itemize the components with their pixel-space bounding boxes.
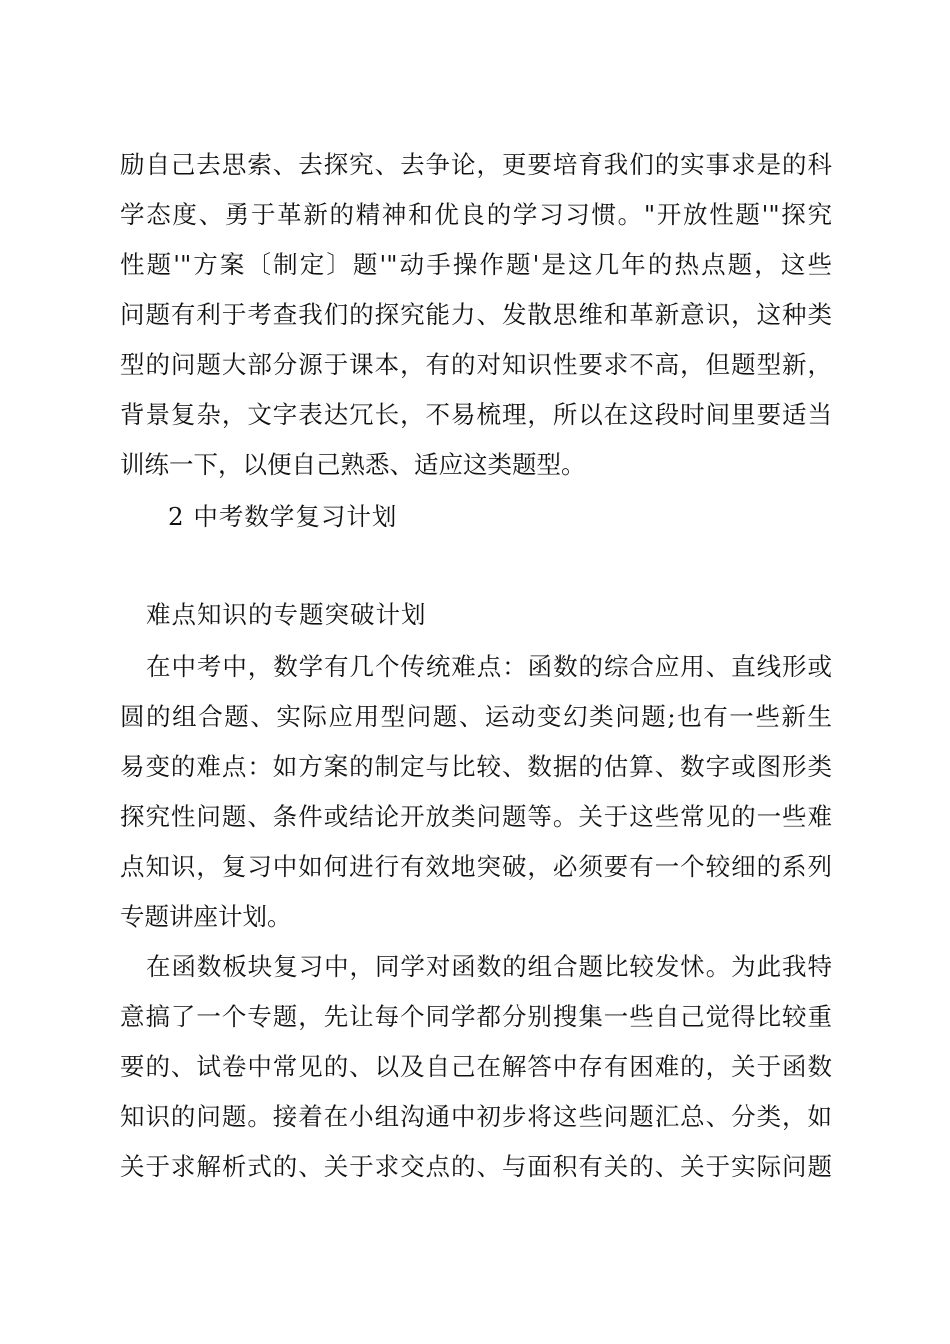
subheading: 难点知识的专题突破计划	[146, 600, 427, 629]
paragraph-2-line-2: 圆的组合题、实际应用型问题、运动变幻类问题;也有一些新生	[120, 702, 832, 731]
paragraph-1-line-1: 励自己去思索、去探究、去争论，更要培育我们的实事求是的科	[120, 150, 832, 179]
paragraph-3-line-5: 关于求解析式的、关于求交点的、与面积有关的、关于实际问题	[120, 1152, 832, 1181]
paragraph-2-line-4: 探究性问题、条件或结论开放类问题等。关于这些常见的一些难	[120, 802, 832, 831]
paragraph-1-line-4: 问题有利于考查我们的探究能力、发散思维和革新意识，这种类	[120, 300, 832, 329]
paragraph-2-line-1: 在中考中，数学有几个传统难点：函数的综合应用、直线形或	[146, 652, 832, 681]
paragraph-3-line-4: 知识的问题。接着在小组沟通中初步将这些问题汇总、分类，如	[120, 1102, 832, 1131]
paragraph-2-line-6: 专题讲座计划。	[120, 902, 292, 931]
section-heading: 2 中考数学复习计划	[168, 502, 398, 531]
paragraph-2-line-5: 点知识，复习中如何进行有效地突破，必须要有一个较细的系列	[120, 852, 832, 881]
paragraph-1-line-7: 训练一下，以便自己熟悉、适应这类题型。	[120, 450, 586, 479]
paragraph-2-line-3: 易变的难点：如方案的制定与比较、数据的估算、数字或图形类	[120, 752, 832, 781]
paragraph-1-line-6: 背景复杂，文字表达冗长，不易梳理，所以在这段时间里要适当	[120, 400, 832, 429]
paragraph-1-line-2: 学态度、勇于革新的精神和优良的学习习惯。"开放性题'"探究	[120, 200, 832, 229]
paragraph-3-line-1: 在函数板块复习中，同学对函数的组合题比较发怵。为此我特	[146, 952, 832, 981]
paragraph-3-line-3: 要的、试卷中常见的、以及自己在解答中存有困难的，关于函数	[120, 1052, 832, 1081]
paragraph-1-line-5: 型的问题大部分源于课本，有的对知识性要求不高，但题型新，	[120, 350, 832, 379]
paragraph-1-line-3: 性题'"方案〔制定〕题'"动手操作题'是这几年的热点题，这些	[120, 250, 832, 279]
paragraph-3-line-2: 意搞了一个专题，先让每个同学都分别搜集一些自己觉得比较重	[120, 1002, 832, 1031]
